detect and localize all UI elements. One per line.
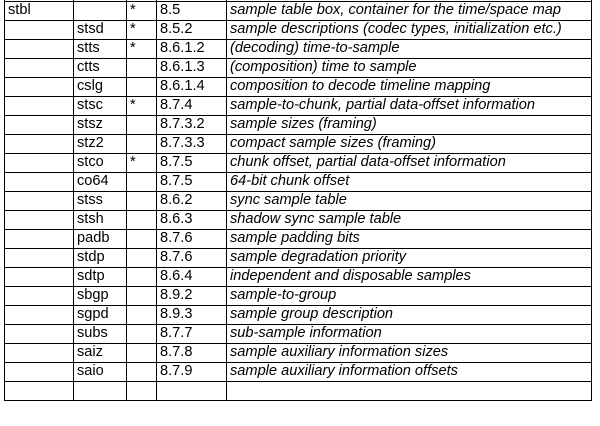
box-level1-cell: stbl	[5, 2, 74, 21]
box-level1-cell	[5, 21, 74, 40]
box-level2-cell: stco	[74, 154, 127, 173]
description-cell: (decoding) time-to-sample	[227, 40, 592, 59]
box-level1-cell	[5, 116, 74, 135]
description-cell: (composition) time to sample	[227, 59, 592, 78]
section-number-cell: 8.9.2	[157, 287, 227, 306]
box-level2-cell: saio	[74, 363, 127, 382]
mandatory-mark-cell	[127, 287, 157, 306]
description-cell: sample auxiliary information offsets	[227, 363, 592, 382]
mandatory-mark-cell: *	[127, 40, 157, 59]
table-row	[5, 97, 592, 116]
section-number-cell: 8.6.2	[157, 192, 227, 211]
section-number-cell: 8.7.3.3	[157, 135, 227, 154]
box-level2-cell: sdtp	[74, 268, 127, 287]
box-level1-cell	[5, 344, 74, 363]
mandatory-mark-cell	[127, 135, 157, 154]
box-level2-cell: stsc	[74, 97, 127, 116]
section-number-cell: 8.5.2	[157, 21, 227, 40]
box-level1-cell	[5, 287, 74, 306]
mandatory-mark-cell	[127, 363, 157, 382]
box-level2-cell: co64	[74, 173, 127, 192]
box-level2-cell: stdp	[74, 249, 127, 268]
description-cell: sample table box, container for the time/space map	[227, 2, 592, 21]
description-cell: sample padding bits	[227, 230, 592, 249]
section-number-cell: 8.7.7	[157, 325, 227, 344]
table-row	[5, 192, 592, 211]
box-level2-cell: stts	[74, 40, 127, 59]
mandatory-mark-cell: *	[127, 21, 157, 40]
section-number-cell: 8.7.9	[157, 363, 227, 382]
mandatory-mark-cell: *	[127, 2, 157, 21]
description-cell: chunk offset, partial data-offset information	[227, 154, 592, 173]
description-cell: 64-bit chunk offset	[227, 173, 592, 192]
box-level2-cell: saiz	[74, 344, 127, 363]
table-row	[5, 135, 592, 154]
description-cell: sample group description	[227, 306, 592, 325]
table-row	[5, 116, 592, 135]
mandatory-mark-cell	[127, 249, 157, 268]
box-level1-cell	[5, 135, 74, 154]
table-row	[5, 230, 592, 249]
table-row	[5, 211, 592, 230]
mandatory-mark-cell	[127, 211, 157, 230]
mandatory-mark-cell: *	[127, 97, 157, 116]
description-cell: composition to decode timeline mapping	[227, 78, 592, 97]
section-number-cell: 8.6.4	[157, 268, 227, 287]
section-number-cell: 8.6.1.2	[157, 40, 227, 59]
table-row	[5, 344, 592, 363]
table-row	[5, 325, 592, 344]
box-level2-cell: subs	[74, 325, 127, 344]
description-cell: sample auxiliary information sizes	[227, 344, 592, 363]
box-level2-cell: stsz	[74, 116, 127, 135]
mandatory-mark-cell	[127, 173, 157, 192]
table-row	[5, 59, 592, 78]
box-level2-cell: padb	[74, 230, 127, 249]
box-level1-cell	[5, 363, 74, 382]
box-level2-cell: stsh	[74, 211, 127, 230]
box-level2-cell: sbgp	[74, 287, 127, 306]
section-number-cell: 8.5	[157, 2, 227, 21]
box-level2-cell	[74, 2, 127, 21]
section-number-cell: 8.7.5	[157, 173, 227, 192]
box-level1-cell	[5, 40, 74, 59]
section-number-cell: 8.7.8	[157, 344, 227, 363]
box-level1-cell	[5, 192, 74, 211]
box-level2-cell: stz2	[74, 135, 127, 154]
description-cell: sample descriptions (codec types, initialization etc.)	[227, 21, 592, 40]
section-number-cell: 8.7.3.2	[157, 116, 227, 135]
mandatory-mark-cell	[127, 230, 157, 249]
section-number-cell: 8.7.6	[157, 230, 227, 249]
table-row	[5, 2, 592, 21]
box-level2-cell	[74, 382, 127, 401]
box-level1-cell	[5, 97, 74, 116]
box-level2-cell: sgpd	[74, 306, 127, 325]
table-row	[5, 249, 592, 268]
mandatory-mark-cell	[127, 344, 157, 363]
box-level1-cell	[5, 78, 74, 97]
box-level1-cell	[5, 59, 74, 78]
table-row	[5, 287, 592, 306]
mandatory-mark-cell	[127, 192, 157, 211]
description-cell: compact sample sizes (framing)	[227, 135, 592, 154]
section-number-cell	[157, 382, 227, 401]
box-level1-cell	[5, 249, 74, 268]
description-cell: sample degradation priority	[227, 249, 592, 268]
mandatory-mark-cell: *	[127, 154, 157, 173]
description-cell: sync sample table	[227, 192, 592, 211]
table-row	[5, 382, 592, 401]
table-row	[5, 78, 592, 97]
section-number-cell: 8.7.6	[157, 249, 227, 268]
box-level1-cell	[5, 230, 74, 249]
section-number-cell: 8.6.3	[157, 211, 227, 230]
table-row	[5, 268, 592, 287]
table-row	[5, 363, 592, 382]
box-level1-cell	[5, 154, 74, 173]
box-level1-cell	[5, 211, 74, 230]
box-level1-cell	[5, 268, 74, 287]
box-level2-cell: stss	[74, 192, 127, 211]
box-level1-cell	[5, 382, 74, 401]
section-number-cell: 8.7.5	[157, 154, 227, 173]
description-cell: sub-sample information	[227, 325, 592, 344]
description-cell: shadow sync sample table	[227, 211, 592, 230]
table-row	[5, 173, 592, 192]
mandatory-mark-cell	[127, 306, 157, 325]
section-number-cell: 8.6.1.3	[157, 59, 227, 78]
table-row	[5, 40, 592, 59]
mandatory-mark-cell	[127, 78, 157, 97]
mandatory-mark-cell	[127, 268, 157, 287]
table-row	[5, 154, 592, 173]
mandatory-mark-cell	[127, 59, 157, 78]
section-number-cell: 8.6.1.4	[157, 78, 227, 97]
box-level1-cell	[5, 173, 74, 192]
table-row	[5, 306, 592, 325]
section-number-cell: 8.7.4	[157, 97, 227, 116]
mandatory-mark-cell	[127, 325, 157, 344]
box-level1-cell	[5, 306, 74, 325]
box-level1-cell	[5, 325, 74, 344]
description-cell: sample sizes (framing)	[227, 116, 592, 135]
mandatory-mark-cell	[127, 382, 157, 401]
table-row	[5, 21, 592, 40]
section-number-cell: 8.9.3	[157, 306, 227, 325]
box-type-table	[4, 0, 592, 401]
mandatory-mark-cell	[127, 116, 157, 135]
box-level2-cell: cslg	[74, 78, 127, 97]
box-level2-cell: ctts	[74, 59, 127, 78]
description-cell: independent and disposable samples	[227, 268, 592, 287]
description-cell: sample-to-group	[227, 287, 592, 306]
box-level2-cell: stsd	[74, 21, 127, 40]
description-cell: sample-to-chunk, partial data-offset information	[227, 97, 592, 116]
description-cell	[227, 382, 592, 401]
